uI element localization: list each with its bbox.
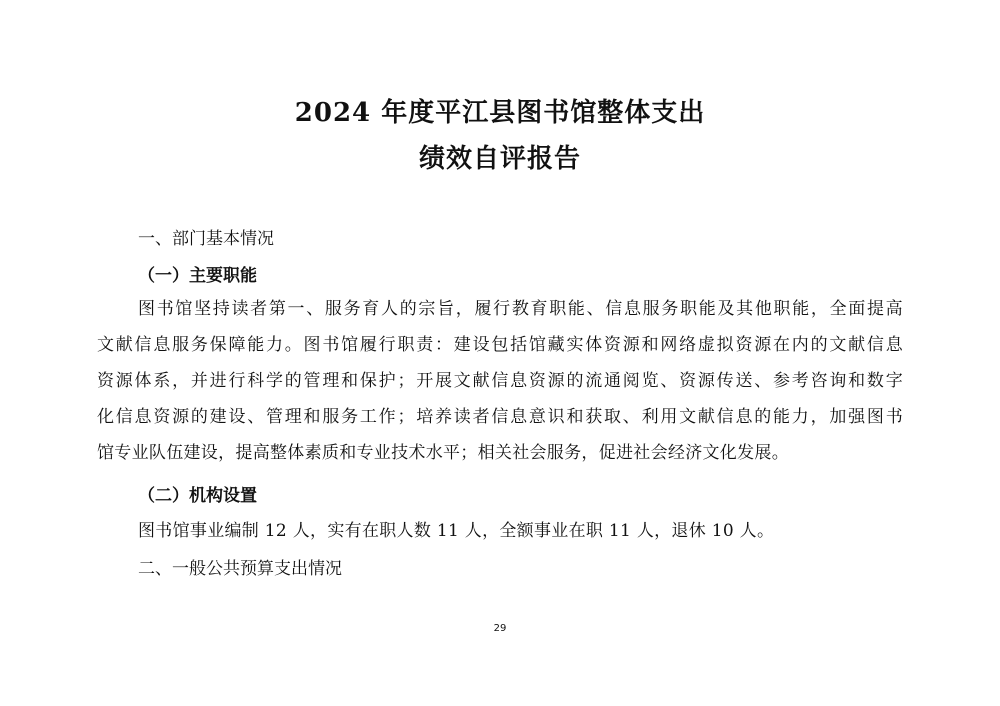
paragraph-line: 化信息资源的建设、管理和服务工作；培养读者信息意识和获取、利用文献信息的能力，加强图书 (97, 407, 903, 427)
paragraph-line: 文献信息服务保障能力。图书馆履行职责：建设包括馆藏实体资源和网络虚拟资源在内的文献信息 (97, 335, 903, 355)
report-title-line1: 2024 年度平江县图书馆整体支出 (294, 98, 706, 128)
section-heading-1: 一、部门基本情况 (138, 229, 274, 249)
section-heading-2: 二、一般公共预算支出情况 (138, 559, 342, 579)
paragraph-staffing: 图书馆事业编制 12 人，实有在职人数 11 人，全额事业在职 11 人，退休 10 人。 (138, 521, 775, 541)
paragraph-line: 资源体系，并进行科学的管理和保护；开展文献信息资源的流通阅览、资源传送、参考咨询和数字 (97, 371, 903, 391)
subsection-heading-org-setup: （二）机构设置 (138, 486, 257, 506)
subsection-heading-main-functions: （一）主要职能 (138, 266, 257, 286)
paragraph-line: 图书馆坚持读者第一、服务育人的宗旨，履行教育职能、信息服务职能及其他职能，全面提高 (138, 299, 903, 319)
report-title-line2: 绩效自评报告 (418, 144, 581, 174)
page-number: 29 (493, 623, 507, 634)
paragraph-line: 馆专业队伍建设，提高整体素质和专业技术水平；相关社会服务，促进社会经济文化发展。 (97, 443, 789, 463)
